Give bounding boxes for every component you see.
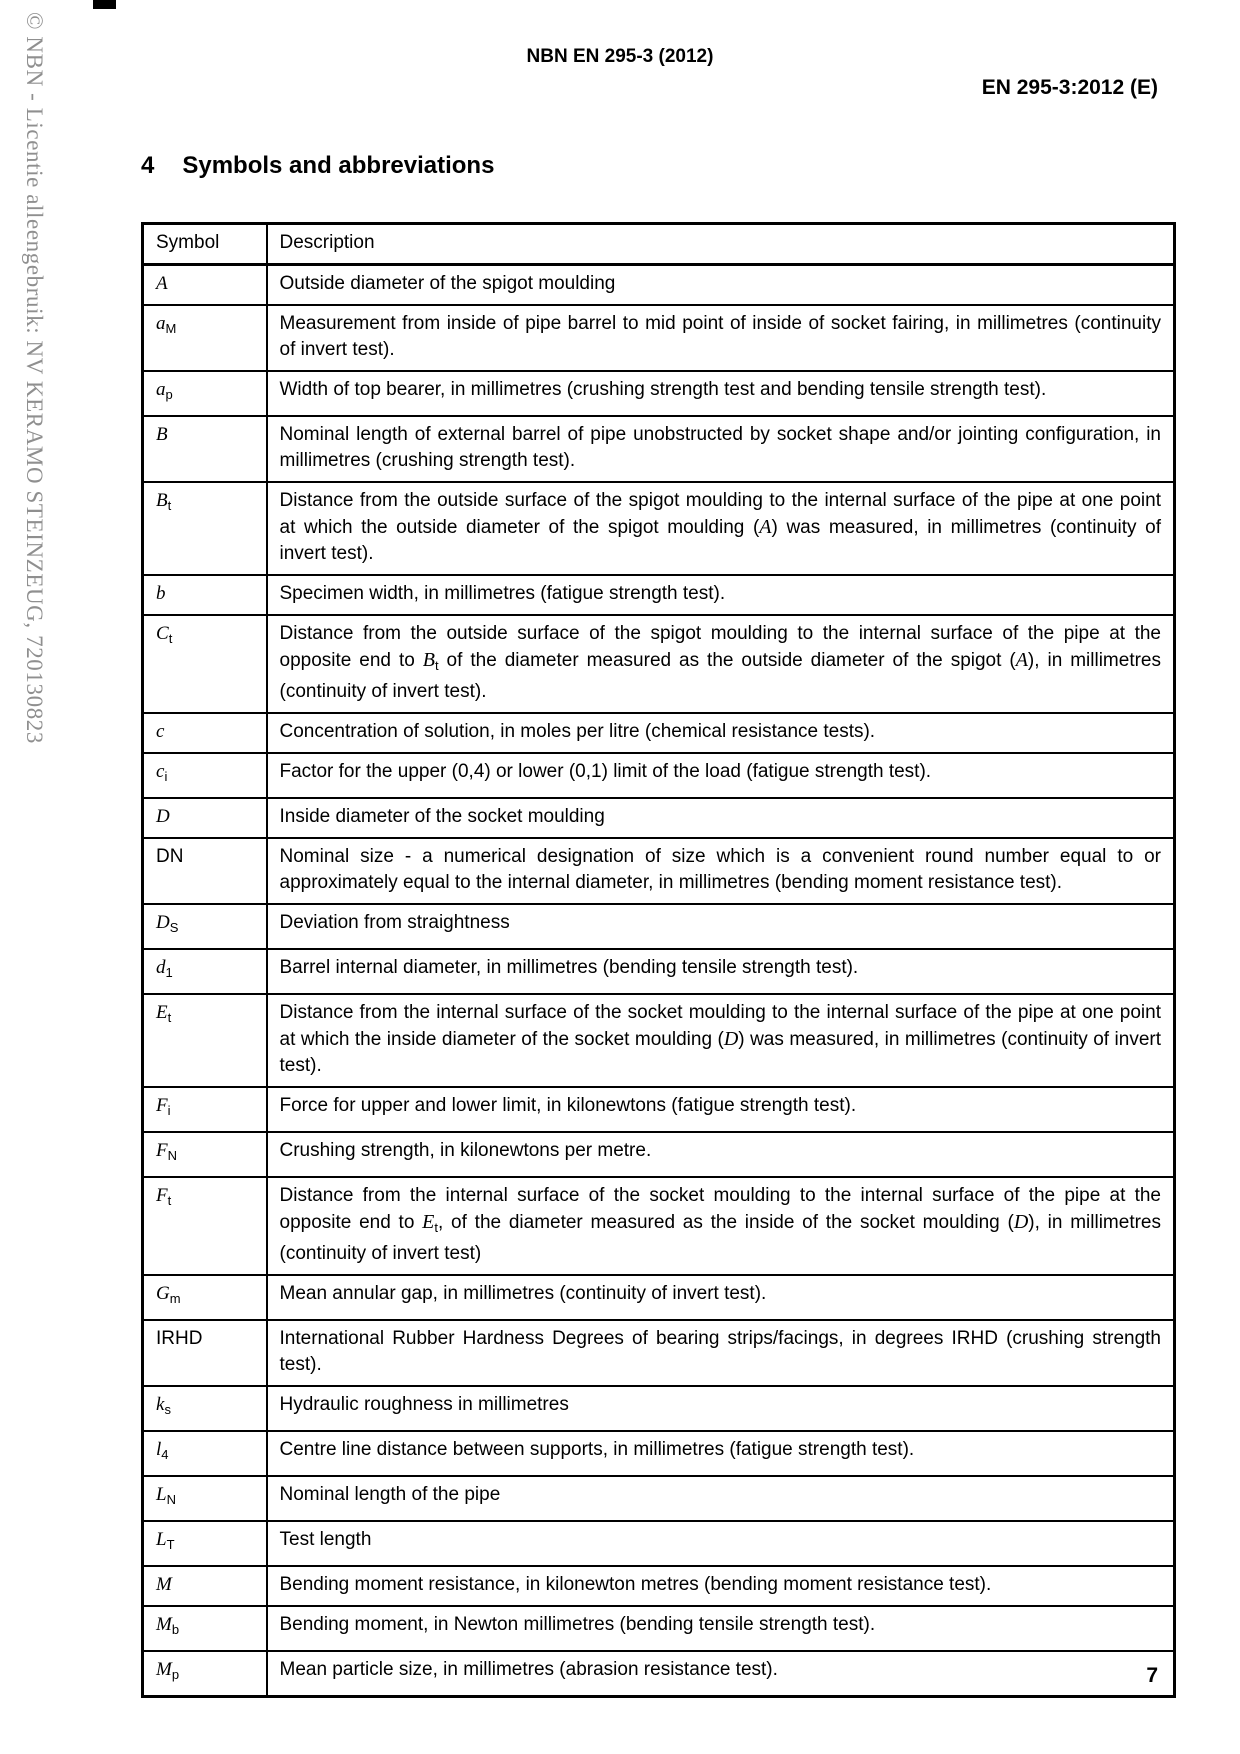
table-row	[143, 305, 1175, 371]
symbol-cell	[143, 1132, 267, 1177]
description-cell: Measurement from inside of pipe barrel to mid point of inside of socket fairing, in millimetres (continuity of invert test).	[267, 305, 1175, 371]
table-row	[143, 1275, 1175, 1320]
table-row	[143, 265, 1175, 306]
description-cell: Hydraulic roughness in millimetres	[267, 1386, 1175, 1431]
symbol-cell	[143, 1606, 267, 1651]
symbol-subscript: t	[168, 631, 173, 646]
symbol-subscript: p	[171, 1667, 180, 1682]
inline-math-symbol: D	[723, 1028, 739, 1050]
symbol-cell	[143, 1177, 267, 1275]
symbol-subscript: p	[165, 387, 173, 402]
section-number: 4	[141, 152, 155, 179]
table-row	[143, 1386, 1175, 1431]
table-row	[143, 1476, 1175, 1521]
symbol-base: a	[156, 379, 166, 400]
symbol-subscript: 1	[165, 965, 173, 980]
table-header-row	[143, 224, 1175, 265]
description-cell: Distance from the outside surface of the spigot moulding to the internal surface of the pipe at one point at which the outside diameter of the spigot moulding (A) was measured, in millimetres (continuity of invert test).	[267, 482, 1175, 575]
description-cell: Distance from the internal surface of the socket moulding to the internal surface of the pipe at the opposite end to $E_t$, of the diameter measured as the inside of the socket moulding (D), in millimetres (continuity of invert test)	[267, 1177, 1175, 1275]
symbol-cell	[143, 575, 267, 615]
inline-math-symbol: B	[422, 649, 435, 671]
table-row	[143, 615, 1175, 713]
description-cell: International Rubber Hardness Degrees of bearing strips/facings, in degrees IRHD (crushing strength test).	[267, 1320, 1175, 1386]
symbol-base: l	[156, 1439, 162, 1460]
symbol-cell	[143, 1476, 267, 1521]
symbol-cell	[143, 1566, 267, 1606]
symbol-base: DN	[156, 846, 184, 867]
table-row	[143, 904, 1175, 949]
table-row	[143, 482, 1175, 575]
description-cell: Inside diameter of the socket moulding	[267, 798, 1175, 838]
page-number: 7	[1146, 1664, 1158, 1687]
description-cell: Test length	[267, 1521, 1175, 1566]
section-heading	[141, 152, 494, 180]
description-cell: Outside diameter of the spigot moulding	[267, 265, 1175, 306]
symbol-base: c	[156, 721, 165, 742]
symbol-cell	[143, 798, 267, 838]
table-row	[143, 753, 1175, 798]
description-cell: Force for upper and lower limit, in kilonewtons (fatigue strength test).	[267, 1087, 1175, 1132]
symbol-subscript: i	[167, 1103, 171, 1118]
symbol-base: D	[156, 806, 170, 827]
symbol-base: k	[156, 1394, 165, 1415]
symbol-base: d	[156, 957, 166, 978]
description-cell: Mean particle size, in millimetres (abrasion resistance test).	[267, 1651, 1175, 1697]
symbol-base: D	[156, 912, 170, 933]
description-cell: Centre line distance between supports, in millimetres (fatigue strength test).	[267, 1431, 1175, 1476]
symbol-base: C	[156, 623, 169, 644]
symbol-base: G	[156, 1283, 170, 1304]
symbol-base: F	[156, 1140, 168, 1161]
symbol-cell	[143, 949, 267, 994]
table-row	[143, 416, 1175, 482]
symbol-base: c	[156, 761, 165, 782]
symbol-subscript: M	[165, 321, 177, 336]
symbol-cell	[143, 1275, 267, 1320]
column-header-symbol: Symbol	[143, 224, 267, 265]
description-cell: Distance from the outside surface of the spigot moulding to the internal surface of the pipe at the opposite end to $B_t$ of the diameter measured as the outside diameter of the spigot (A), in millimetres (continuity of invert test).	[267, 615, 1175, 713]
page-header-center: NBN EN 295-3 (2012)	[526, 46, 714, 67]
symbol-base: b	[156, 583, 166, 604]
symbol-cell	[143, 753, 267, 798]
symbol-cell	[143, 1386, 267, 1431]
table-row	[143, 1177, 1175, 1275]
symbol-base: A	[156, 273, 168, 294]
table-row	[143, 1087, 1175, 1132]
inline-math-symbol: D	[1013, 1211, 1029, 1233]
symbol-subscript: t	[167, 1010, 172, 1025]
symbol-cell	[143, 713, 267, 753]
description-cell: Bending moment resistance, in kilonewton metres (bending moment resistance test).	[267, 1566, 1175, 1606]
symbol-cell	[143, 416, 267, 482]
symbol-cell	[143, 371, 267, 416]
inline-math-subscript: t	[434, 1220, 439, 1235]
description-cell: Concentration of solution, in moles per litre (chemical resistance tests).	[267, 713, 1175, 753]
symbol-subscript: 4	[161, 1447, 169, 1462]
section-title: Symbols and abbreviations	[182, 152, 495, 179]
symbol-base: F	[156, 1095, 168, 1116]
description-cell: Barrel internal diameter, in millimetres (bending tensile strength test).	[267, 949, 1175, 994]
inline-math-symbol: E	[422, 1211, 435, 1233]
symbol-subscript: S	[169, 920, 179, 935]
table-row	[143, 1132, 1175, 1177]
table-row	[143, 371, 1175, 416]
symbol-base: B	[156, 424, 168, 445]
symbol-subscript: s	[164, 1402, 171, 1417]
description-cell: Crushing strength, in kilonewtons per metre.	[267, 1132, 1175, 1177]
description-cell: Width of top bearer, in millimetres (crushing strength test and bending tensile strength test).	[267, 371, 1175, 416]
table-row	[143, 1606, 1175, 1651]
description-cell: Deviation from straightness	[267, 904, 1175, 949]
page-header-right: EN 295-3:2012 (E)	[981, 76, 1158, 99]
symbol-base: a	[156, 313, 166, 334]
symbol-cell	[143, 482, 267, 575]
description-cell: Factor for the upper (0,4) or lower (0,1) limit of the load (fatigue strength test).	[267, 753, 1175, 798]
symbol-base: B	[156, 490, 168, 511]
symbol-cell	[143, 1431, 267, 1476]
description-cell: Specimen width, in millimetres (fatigue strength test).	[267, 575, 1175, 615]
table-row	[143, 798, 1175, 838]
table-row	[143, 1521, 1175, 1566]
scan-artifact-mark	[93, 0, 116, 9]
table-row	[143, 1320, 1175, 1386]
copyright-watermark: © NBN - Licentie alleengebruik: NV KERAMO STEINZEUG, 720130823	[22, 12, 47, 744]
symbol-base: M	[156, 1614, 172, 1635]
symbol-base: L	[156, 1484, 167, 1505]
symbol-cell	[143, 1087, 267, 1132]
symbol-cell	[143, 838, 267, 904]
symbol-base: M	[156, 1574, 172, 1595]
table-row	[143, 838, 1175, 904]
symbol-subscript: m	[169, 1291, 181, 1306]
symbol-base: M	[156, 1659, 172, 1680]
table-row	[143, 1566, 1175, 1606]
table-row	[143, 713, 1175, 753]
description-cell: Mean annular gap, in millimetres (continuity of invert test).	[267, 1275, 1175, 1320]
symbol-subscript: N	[166, 1492, 176, 1507]
symbol-subscript: t	[167, 498, 172, 513]
symbol-subscript: t	[167, 1193, 172, 1208]
description-cell: Nominal size - a numerical designation of size which is a convenient round number equal to or approximately equal to the internal diameter, in millimetres (bending moment resistance test).	[267, 838, 1175, 904]
symbols-table-body	[143, 265, 1175, 1697]
symbol-cell	[143, 615, 267, 713]
table-row	[143, 994, 1175, 1087]
symbols-table	[141, 222, 1176, 1698]
symbol-cell	[143, 1651, 267, 1697]
symbol-cell	[143, 1521, 267, 1566]
symbol-cell	[143, 1320, 267, 1386]
symbol-cell	[143, 305, 267, 371]
inline-math-symbol: A	[1015, 649, 1028, 671]
symbol-subscript: i	[164, 769, 168, 784]
symbol-cell	[143, 994, 267, 1087]
table-row	[143, 575, 1175, 615]
description-cell: Distance from the internal surface of the socket moulding to the internal surface of the pipe at one point at which the inside diameter of the socket moulding (D) was measured, in millimetres (continuity of invert test).	[267, 994, 1175, 1087]
symbol-cell	[143, 904, 267, 949]
symbol-base: E	[156, 1002, 168, 1023]
table-row	[143, 1651, 1175, 1697]
symbol-cell	[143, 265, 267, 306]
symbol-subscript: T	[166, 1537, 175, 1552]
table-row	[143, 1431, 1175, 1476]
symbol-base: L	[156, 1529, 167, 1550]
inline-math-symbol: A	[759, 516, 772, 538]
inline-math-subscript: t	[434, 658, 439, 673]
description-cell: Nominal length of external barrel of pipe unobstructed by socket shape and/or jointing configuration, in millimetres (crushing strength test).	[267, 416, 1175, 482]
table-row	[143, 949, 1175, 994]
description-cell: Bending moment, in Newton millimetres (bending tensile strength test).	[267, 1606, 1175, 1651]
symbol-subscript: b	[171, 1622, 180, 1637]
symbol-base: F	[156, 1185, 168, 1206]
column-header-description: Description	[267, 224, 1175, 265]
symbol-subscript: N	[167, 1148, 177, 1163]
symbol-base: IRHD	[156, 1328, 203, 1349]
description-cell: Nominal length of the pipe	[267, 1476, 1175, 1521]
